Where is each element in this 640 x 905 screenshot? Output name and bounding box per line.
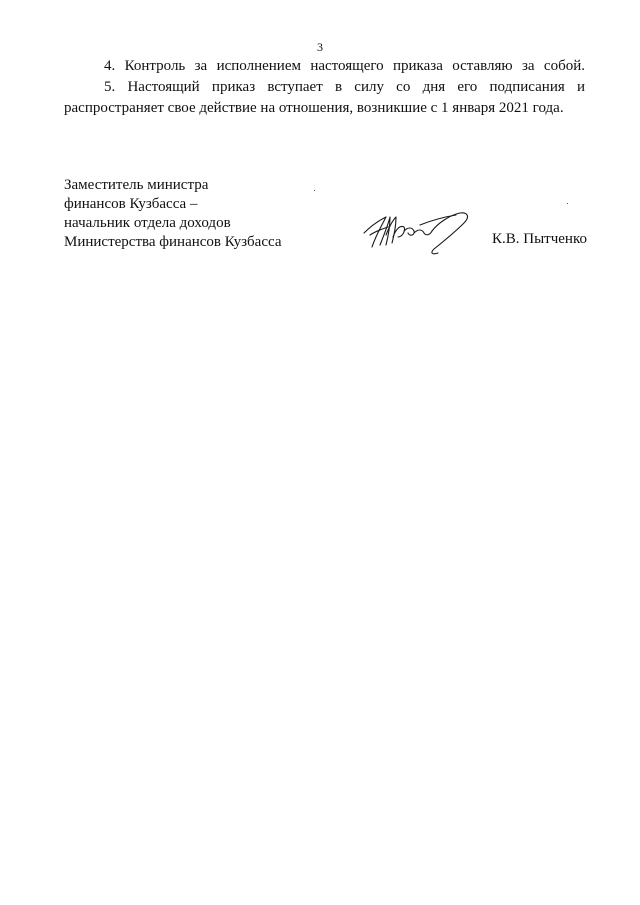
handwritten-signature-icon [360,205,480,260]
position-line-1: Заместитель министра [64,177,209,193]
paragraph-4: 4. Контроль за исполнением настоящего приказа оставляю за собой. [104,58,585,74]
scan-speck [314,190,315,191]
page-number: 3 [317,40,323,54]
paragraph-5: 5. Настоящий приказ вступает в силу со дня его подписания и распространяет свое действие на отношения, возникшие с 1 января 2021 года. [64,79,585,116]
position-line-2: финансов Кузбасса – [64,196,198,212]
signer-name: К.В. Пытченко [492,231,587,247]
signatory-position [64,176,282,252]
position-line-3: начальник отдела доходов [64,215,231,231]
scan-speck [567,203,568,204]
position-line-4: Министерства финансов Кузбасса [64,234,282,250]
document-body [64,56,585,119]
